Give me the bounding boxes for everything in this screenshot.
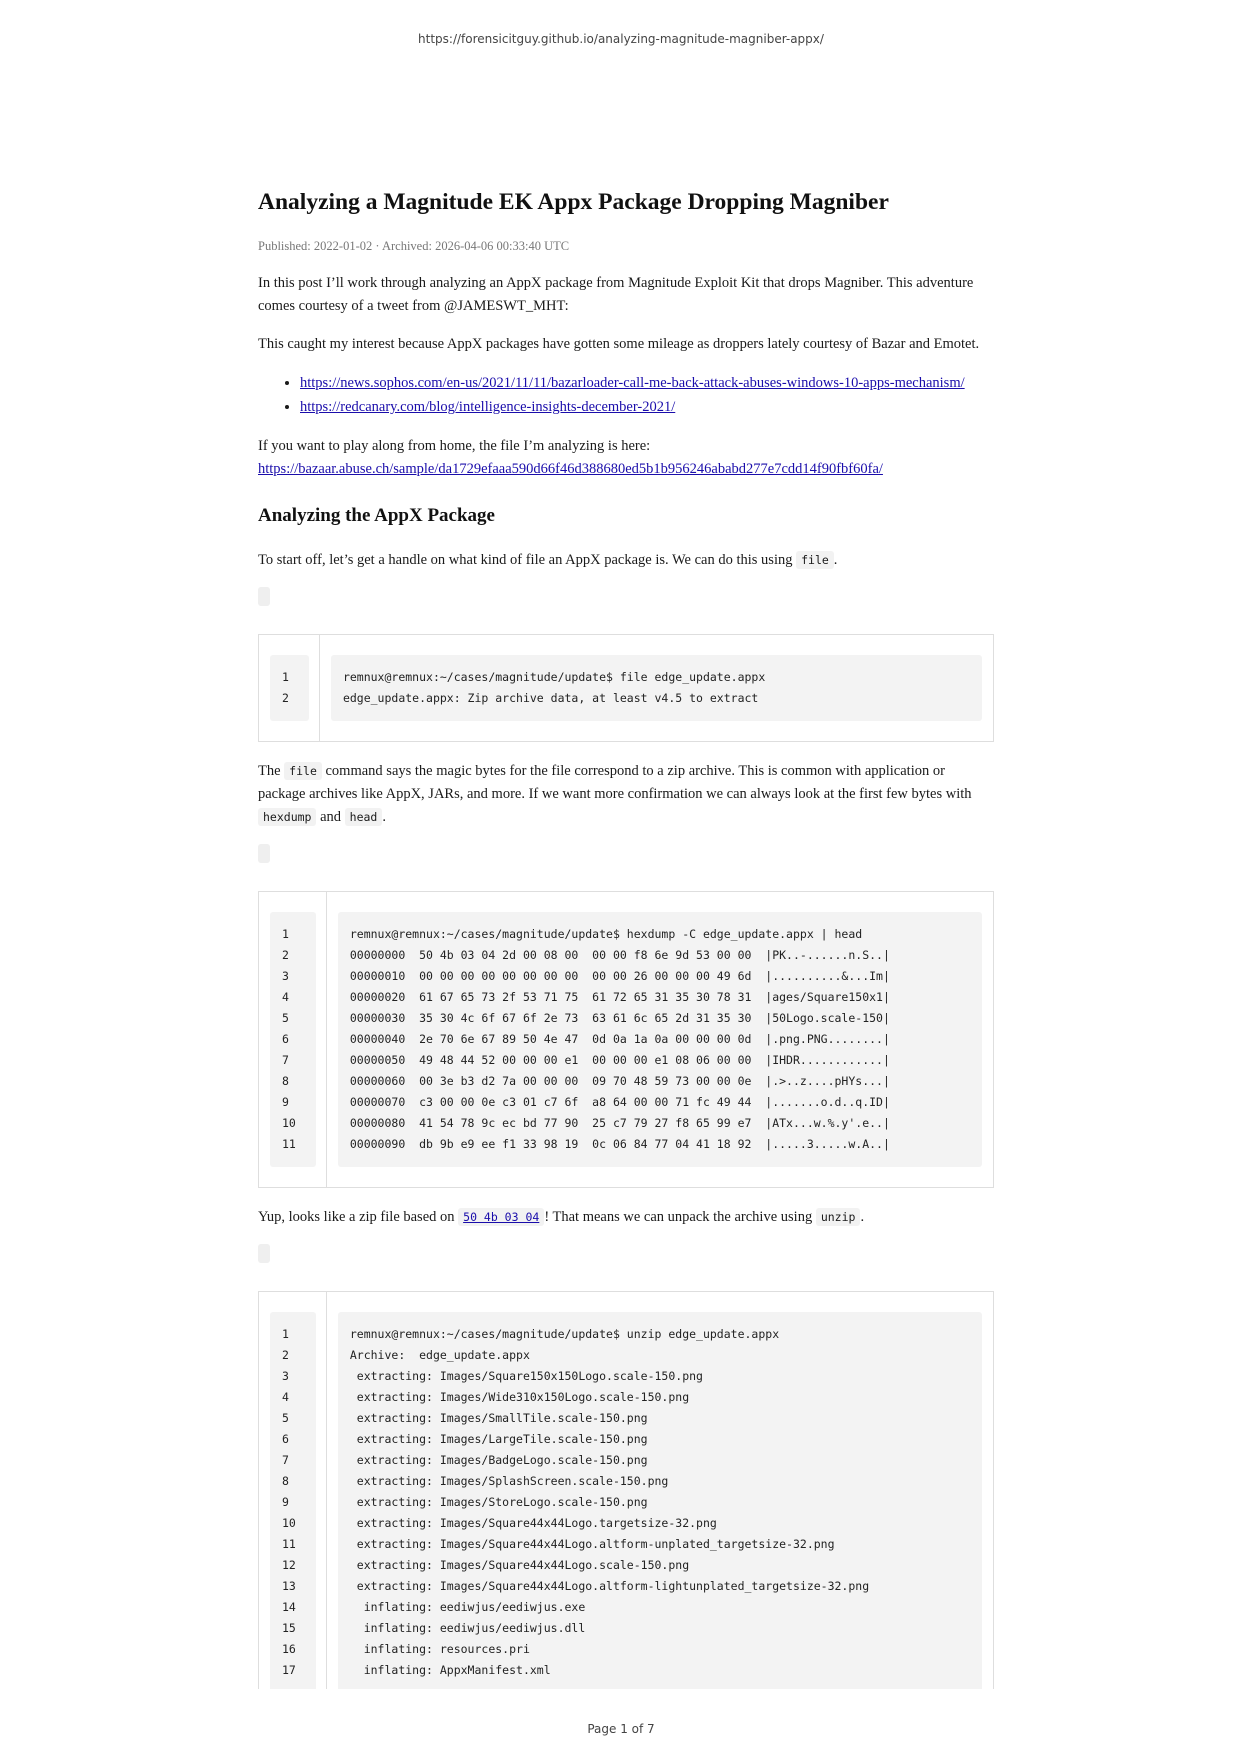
code-line: edge_update.appx: Zip archive data, at least v4.5 to extract — [342, 691, 759, 706]
line-number: 8 — [282, 1474, 289, 1489]
code-block-unzip — [258, 1291, 994, 1689]
line-number: 3 — [282, 969, 289, 984]
interest-paragraph: This caught my interest because AppX packages have gotten some mileage as droppers lately courtesy of Bazar and Emotet. — [258, 336, 980, 353]
line-number: 6 — [282, 1432, 289, 1447]
code-lines — [338, 912, 982, 1167]
inline-code-file: file — [796, 551, 834, 569]
code-line: extracting: Images/Square44x44Logo.altform-lightunplated_targetsize-32.png — [349, 1579, 870, 1594]
code-line: 00000030 35 30 4c 6f 67 6f 2e 73 63 61 6c 65 2d 31 35 30 |50Logo.scale-150| — [349, 1011, 890, 1026]
inline-code-unzip: unzip — [816, 1208, 861, 1226]
line-number: 15 — [282, 1621, 296, 1636]
copy-button[interactable] — [258, 1244, 270, 1263]
line-number: 2 — [282, 691, 289, 706]
text-span: ! That means we can unpack the archive using — [544, 1209, 816, 1226]
line-number: 8 — [282, 1074, 289, 1089]
text-span: command says the magic bytes for the file correspond to a zip archive. This is common with application or package archives like AppX, JARs, and more. If we want more confirmation we can always look at the first few bytes with — [258, 763, 972, 803]
line-number: 17 — [282, 1663, 296, 1678]
code-lines — [331, 655, 982, 721]
list-item — [300, 395, 994, 419]
code-line: extracting: Images/StoreLogo.scale-150.png — [349, 1495, 648, 1510]
text-span: and — [316, 809, 345, 826]
line-number: 16 — [282, 1642, 296, 1657]
text-span: . — [860, 1209, 865, 1226]
article-title: Analyzing a Magnitude EK Appx Package Dropping Magniber — [258, 189, 889, 215]
code-line: extracting: Images/Square44x44Logo.targetsize-32.png — [349, 1516, 717, 1531]
code-block-hexdump — [258, 891, 994, 1188]
sample-link[interactable]: https://bazaar.abuse.ch/sample/da1729efaaa590d66f46d388680ed5b1b956246ababd277e7cdd14f90fbf60fa/ — [258, 461, 883, 478]
code-line: remnux@remnux:~/cases/magnitude/update$ file edge_update.appx — [342, 670, 766, 685]
page-url: https://forensicitguy.github.io/analyzing-magnitude-magniber-appx/ — [418, 32, 824, 46]
code-line: extracting: Images/LargeTile.scale-150.png — [349, 1432, 648, 1447]
code-line: extracting: Images/Square150x150Logo.scale-150.png — [349, 1369, 703, 1384]
sophos-link[interactable]: https://news.sophos.com/en-us/2021/11/11/bazarloader-call-me-back-attack-abuses-windows-10-apps-mechanism/ — [300, 375, 965, 392]
code-line: inflating: resources.pri — [349, 1642, 530, 1657]
code-line: remnux@remnux:~/cases/magnitude/update$ unzip edge_update.appx — [349, 1327, 780, 1342]
line-number: 12 — [282, 1558, 296, 1573]
code-area — [327, 1292, 993, 1689]
code-line: remnux@remnux:~/cases/magnitude/update$ hexdump -C edge_update.appx | head — [349, 927, 863, 942]
code-line: 00000020 61 67 65 73 2f 53 71 75 61 72 65 31 35 30 78 31 |ages/Square150x1| — [349, 990, 890, 1005]
line-number: 14 — [282, 1600, 296, 1615]
line-number: 1 — [282, 1327, 289, 1342]
code-line: 00000070 c3 00 00 0e c3 01 c7 6f a8 64 00 00 71 fc 49 44 |.......o.d..q.ID| — [349, 1095, 890, 1110]
line-number: 5 — [282, 1411, 289, 1426]
copy-button[interactable] — [258, 844, 270, 863]
line-number: 11 — [282, 1537, 296, 1552]
line-numbers — [270, 1312, 316, 1689]
line-numbers — [270, 912, 316, 1167]
inline-code-head: head — [345, 808, 383, 826]
code-line: inflating: eediwjus/eediwjus.dll — [349, 1621, 586, 1636]
reference-links-list — [258, 371, 994, 419]
line-number: 13 — [282, 1579, 296, 1594]
code-line: extracting: Images/Square44x44Logo.altform-unplated_targetsize-32.png — [349, 1537, 835, 1552]
line-number: 9 — [282, 1495, 289, 1510]
text-span: . — [833, 552, 838, 569]
line-number: 10 — [282, 1116, 296, 1131]
line-number-gutter — [259, 892, 327, 1187]
code-line: extracting: Images/SmallTile.scale-150.png — [349, 1411, 648, 1426]
text-span: Yup, looks like a zip file based on — [258, 1209, 459, 1226]
copy-button[interactable] — [258, 587, 270, 606]
file-intro-paragraph — [258, 549, 994, 572]
line-number: 1 — [282, 670, 289, 685]
inline-code-magic-bytes: 50 4b 03 04 — [458, 1208, 544, 1226]
file-result-paragraph — [258, 760, 994, 829]
line-number: 6 — [282, 1032, 289, 1047]
line-number: 4 — [282, 990, 289, 1005]
code-line: 00000000 50 4b 03 04 2d 00 08 00 00 00 f8 6e 9d 53 00 00 |PK..-......n.S..| — [349, 948, 890, 963]
magic-bytes-link[interactable] — [458, 1209, 544, 1225]
text-span: The — [258, 763, 285, 780]
code-line: extracting: Images/Wide310x150Logo.scale-150.png — [349, 1390, 690, 1405]
line-number: 2 — [282, 948, 289, 963]
line-number-gutter — [259, 1292, 327, 1689]
line-number: 1 — [282, 927, 289, 942]
code-line: 00000040 2e 70 6e 67 89 50 4e 47 0d 0a 1a 0a 00 00 00 0d |.png.PNG........| — [349, 1032, 890, 1047]
code-line: extracting: Images/Square44x44Logo.scale-150.png — [349, 1558, 690, 1573]
line-number: 9 — [282, 1095, 289, 1110]
intro-paragraph: In this post I’ll work through analyzing an AppX package from Magnitude Exploit Kit that drops Magniber. This adventure comes courtesy of a tweet from @JAMESWT_MHT: — [258, 275, 974, 315]
code-line: 00000090 db 9b e9 ee f1 33 98 19 0c 06 84 77 04 41 18 92 |.....3.....w.A..| — [349, 1137, 890, 1152]
line-number: 11 — [282, 1137, 296, 1152]
page-footer: Page 1 of 7 — [587, 1722, 655, 1736]
text-span: To start off, let’s get a handle on what kind of file an AppX package is. We can do this using — [258, 552, 797, 569]
line-number: 7 — [282, 1453, 289, 1468]
line-number: 2 — [282, 1348, 289, 1363]
code-line: extracting: Images/BadgeLogo.scale-150.png — [349, 1453, 648, 1468]
code-area — [320, 635, 993, 741]
line-number-gutter — [259, 635, 320, 741]
section-heading: Analyzing the AppX Package — [258, 505, 495, 527]
line-numbers — [270, 655, 309, 721]
article-meta: Published: 2022-01-02 · Archived: 2026-04-06 00:33:40 UTC — [258, 239, 570, 254]
inline-code-hexdump: hexdump — [258, 808, 316, 826]
code-line: 00000060 00 3e b3 d2 7a 00 00 00 09 70 48 59 73 00 00 0e |.>..z....pHYs...| — [349, 1074, 890, 1089]
code-area — [327, 892, 993, 1187]
play-along-text: If you want to play along from home, the file I’m analyzing is here: — [258, 438, 651, 455]
line-number: 4 — [282, 1390, 289, 1405]
list-item — [300, 371, 994, 395]
code-line: Archive: edge_update.appx — [349, 1348, 530, 1363]
code-line: 00000050 49 48 44 52 00 00 00 e1 00 00 00 e1 08 06 00 00 |IHDR............| — [349, 1053, 890, 1068]
play-along-paragraph — [258, 435, 994, 481]
line-number: 7 — [282, 1053, 289, 1068]
code-block-file — [258, 634, 994, 742]
code-lines — [338, 1312, 982, 1689]
line-number: 10 — [282, 1516, 296, 1531]
article — [258, 188, 994, 1707]
code-line: extracting: Images/SplashScreen.scale-150.png — [349, 1474, 669, 1489]
redcanary-link[interactable]: https://redcanary.com/blog/intelligence-insights-december-2021/ — [300, 399, 676, 416]
line-number: 5 — [282, 1011, 289, 1026]
code-line: 00000080 41 54 78 9c ec bd 77 90 25 c7 79 27 f8 65 99 e7 |ATx...w.%.y'.e..| — [349, 1116, 890, 1131]
code-line: inflating: eediwjus/eediwjus.exe — [349, 1600, 586, 1615]
inline-code-file: file — [284, 762, 322, 780]
text-span: . — [382, 809, 386, 826]
line-number: 3 — [282, 1369, 289, 1384]
zip-confirm-paragraph — [258, 1206, 994, 1229]
code-line: 00000010 00 00 00 00 00 00 00 00 00 00 26 00 00 00 49 6d |..........&...Im| — [349, 969, 890, 984]
code-line: inflating: AppxManifest.xml — [349, 1663, 551, 1678]
